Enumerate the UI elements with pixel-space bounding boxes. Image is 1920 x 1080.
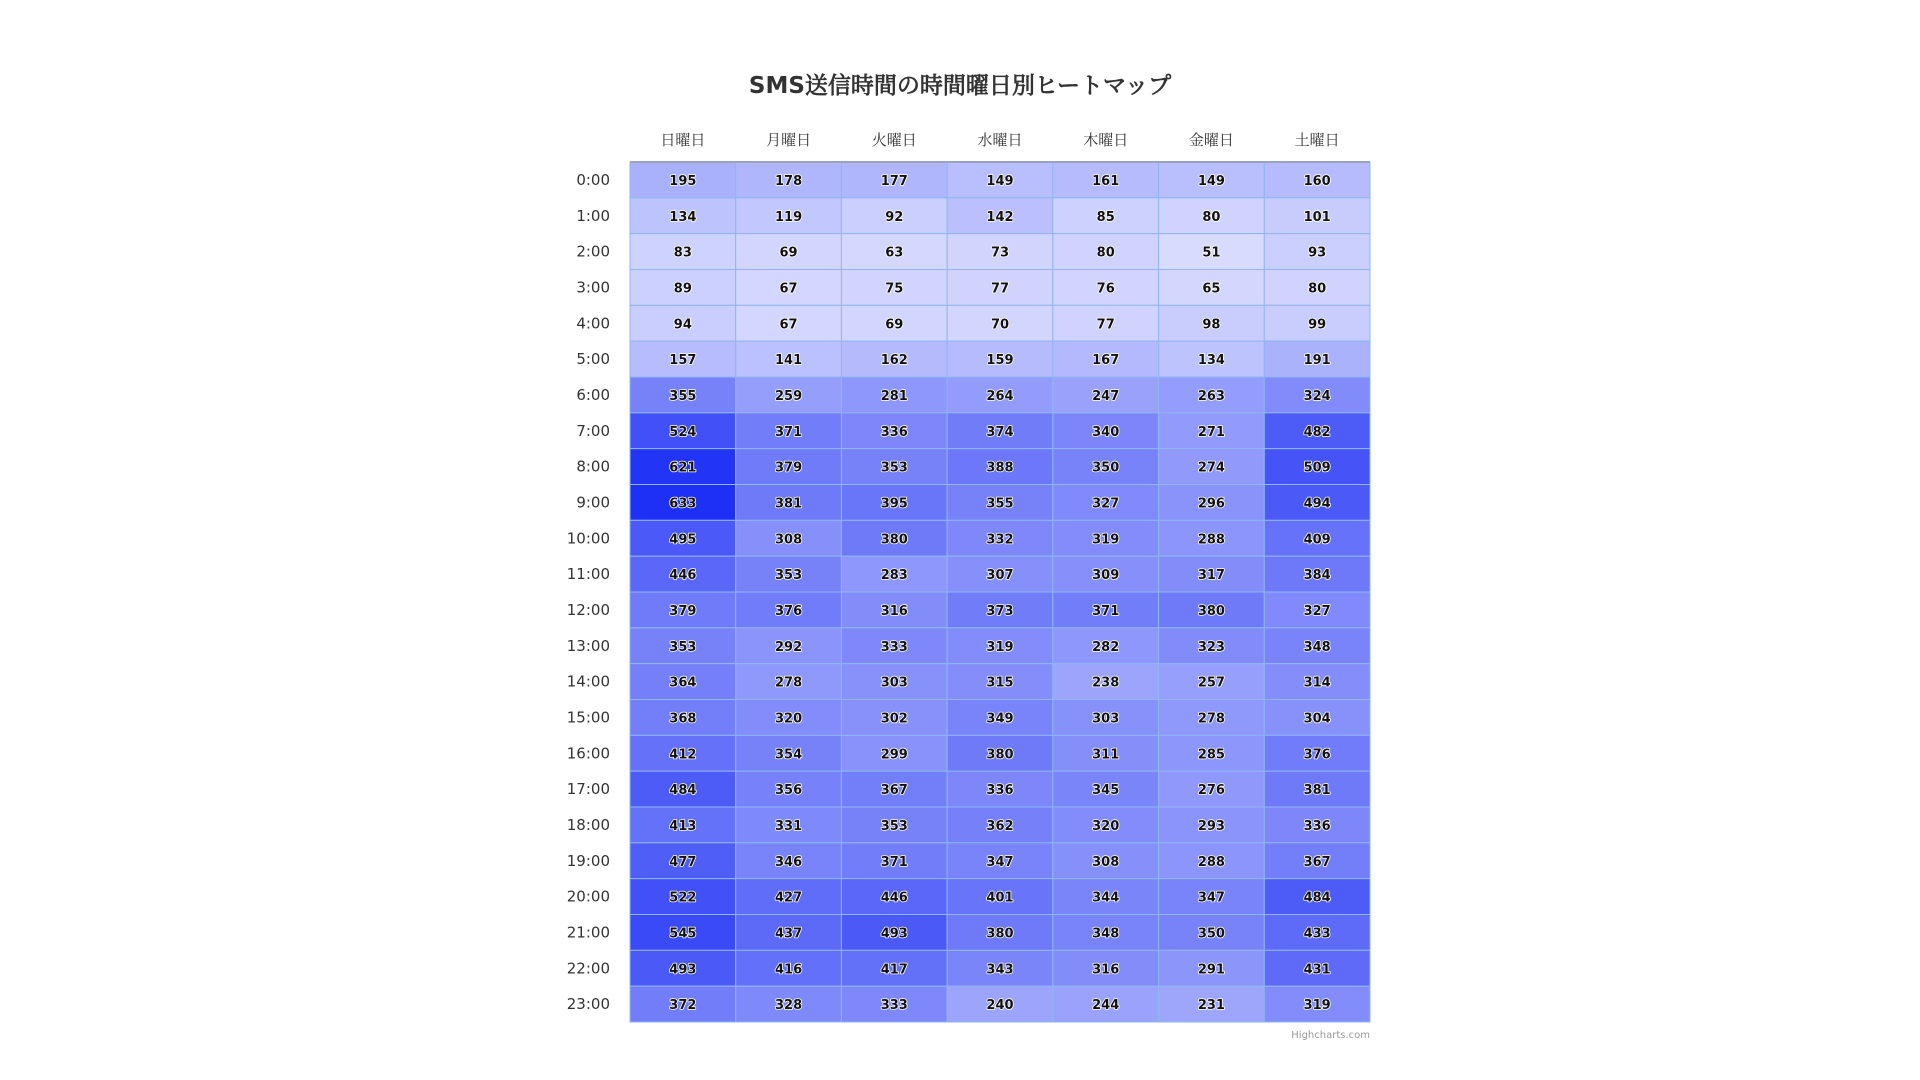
cell-value-label: 288: [1197, 854, 1225, 870]
cell-value-label: 373: [986, 603, 1014, 619]
cell-value-label: 350: [1197, 926, 1225, 942]
cell-value-label: 303: [1092, 711, 1120, 727]
cell-value-label: 431: [1303, 962, 1331, 978]
cell-value-label: 259: [775, 388, 803, 404]
cell-value-label: 281: [880, 388, 908, 404]
cell-value-label: 157: [669, 353, 697, 369]
cell-value-label: 340: [1092, 424, 1120, 440]
cell-value-label: 364: [669, 675, 697, 691]
cell-value-label: 69: [779, 245, 798, 261]
cell-value-label: 304: [1303, 711, 1331, 727]
cell-value-label: 347: [1197, 890, 1225, 906]
cell-value-label: 283: [880, 568, 908, 584]
cell-value-label: 350: [1092, 460, 1120, 476]
y-tick-label: 22:00: [566, 959, 610, 978]
cell-value-label: 276: [1197, 783, 1225, 799]
y-tick-label: 4:00: [576, 314, 610, 333]
cell-value-label: 343: [986, 962, 1014, 978]
cell-value-label: 333: [880, 639, 908, 655]
cell-value-label: 178: [775, 173, 803, 189]
cell-value-label: 353: [669, 639, 697, 655]
x-tick-label: 火曜日: [871, 131, 917, 149]
y-tick-label: 19:00: [566, 851, 610, 870]
cell-value-label: 353: [880, 818, 908, 834]
cell-value-label: 379: [775, 460, 803, 476]
cell-value-label: 167: [1092, 353, 1120, 369]
cell-value-label: 355: [669, 388, 697, 404]
cell-value-label: 355: [986, 496, 1014, 512]
cell-value-label: 51: [1202, 245, 1221, 261]
cell-value-label: 437: [775, 926, 803, 942]
cell-value-label: 244: [1092, 998, 1120, 1014]
cell-value-label: 353: [775, 568, 803, 584]
cell-value-label: 303: [880, 675, 908, 691]
cell-value-label: 354: [775, 747, 803, 763]
cell-value-label: 416: [775, 962, 803, 978]
y-tick-label: 3:00: [576, 278, 610, 297]
cell-value-label: 314: [1303, 675, 1331, 691]
y-tick-label: 16:00: [566, 744, 610, 763]
y-tick-label: 20:00: [566, 887, 610, 906]
cell-value-label: 417: [880, 962, 908, 978]
cell-value-label: 374: [986, 424, 1014, 440]
cell-value-label: 119: [775, 209, 803, 225]
cell-value-label: 522: [669, 890, 697, 906]
cell-value-label: 367: [1303, 854, 1331, 870]
y-tick-label: 5:00: [576, 350, 610, 369]
y-tick-label: 13:00: [566, 636, 610, 655]
cell-value-label: 380: [986, 926, 1014, 942]
cell-value-label: 315: [986, 675, 1014, 691]
y-tick-label: 23:00: [566, 995, 610, 1014]
cell-value-label: 285: [1197, 747, 1225, 763]
cell-value-label: 413: [669, 818, 697, 834]
cell-value-label: 308: [1092, 854, 1120, 870]
cell-value-label: 323: [1197, 639, 1225, 655]
cell-value-label: 159: [986, 353, 1014, 369]
cell-value-label: 134: [669, 209, 697, 225]
y-tick-label: 8:00: [576, 457, 610, 476]
y-tick-label: 6:00: [576, 385, 610, 404]
cell-value-label: 319: [1092, 532, 1120, 548]
x-tick-label: 水曜日: [977, 131, 1023, 149]
cell-value-label: 376: [775, 603, 803, 619]
cell-value-label: 316: [880, 603, 908, 619]
cell-value-label: 302: [880, 711, 908, 727]
cell-value-label: 89: [673, 281, 692, 297]
cell-value-label: 319: [986, 639, 1014, 655]
cell-value-label: 65: [1202, 281, 1221, 297]
cell-value-label: 344: [1092, 890, 1120, 906]
cell-value-label: 381: [1303, 783, 1331, 799]
cell-value-label: 446: [880, 890, 908, 906]
cell-value-label: 320: [775, 711, 803, 727]
y-tick-label: 7:00: [576, 421, 610, 440]
chart-title: SMS送信時間の時間曜日別ヒートマップ: [748, 73, 1172, 99]
y-tick-label: 12:00: [566, 600, 610, 619]
cell-value-label: 327: [1303, 603, 1331, 619]
y-tick-label: 14:00: [566, 672, 610, 691]
cell-value-label: 69: [885, 317, 904, 333]
cell-value-label: 348: [1092, 926, 1120, 942]
credits-text: Highcharts.com: [1291, 1030, 1370, 1041]
cell-value-label: 311: [1092, 747, 1120, 763]
cell-value-label: 77: [1096, 317, 1115, 333]
cell-value-label: 308: [775, 532, 803, 548]
cell-value-label: 77: [990, 281, 1010, 297]
cell-value-label: 328: [775, 998, 803, 1014]
cell-value-label: 134: [1197, 353, 1225, 369]
cell-value-label: 484: [1303, 890, 1331, 906]
cell-value-label: 240: [986, 998, 1014, 1014]
cell-value-label: 371: [775, 424, 803, 440]
cell-value-label: 299: [880, 747, 908, 763]
x-tick-label: 日曜日: [660, 131, 706, 149]
cell-value-label: 162: [880, 353, 908, 369]
cell-value-label: 493: [669, 962, 697, 978]
cell-value-label: 160: [1303, 173, 1331, 189]
cell-value-label: 509: [1303, 460, 1331, 476]
cell-value-label: 291: [1197, 962, 1225, 978]
cell-value-label: 380: [1197, 603, 1225, 619]
cell-value-label: 380: [880, 532, 908, 548]
y-tick-label: 0:00: [576, 170, 610, 189]
x-tick-label: 木曜日: [1083, 131, 1129, 149]
cell-value-label: 621: [669, 460, 697, 476]
cell-value-label: 347: [986, 854, 1014, 870]
y-tick-label: 2:00: [576, 242, 610, 261]
cell-value-label: 333: [880, 998, 908, 1014]
x-axis: [660, 131, 1339, 149]
cell-value-label: 495: [669, 532, 697, 548]
x-tick-label: 月曜日: [766, 131, 812, 149]
cell-value-label: 331: [775, 818, 803, 834]
cell-value-label: 67: [779, 317, 798, 333]
cell-value-label: 231: [1197, 998, 1225, 1014]
cell-value-label: 336: [1303, 818, 1331, 834]
cell-value-label: 332: [986, 532, 1014, 548]
cell-value-label: 484: [669, 783, 697, 799]
cell-value-label: 85: [1096, 209, 1115, 225]
cell-value-label: 412: [669, 747, 697, 763]
cell-value-label: 371: [880, 854, 908, 870]
cell-value-label: 288: [1197, 532, 1225, 548]
cell-value-label: 282: [1092, 639, 1120, 655]
cell-value-label: 381: [775, 496, 803, 512]
cell-value-label: 94: [673, 317, 692, 333]
y-tick-label: 10:00: [566, 529, 610, 548]
y-tick-label: 15:00: [566, 708, 610, 727]
cell-value-label: 368: [669, 711, 697, 727]
cell-value-label: 372: [669, 998, 697, 1014]
cell-value-label: 371: [1092, 603, 1120, 619]
cell-value-label: 477: [669, 854, 697, 870]
y-axis: [567, 171, 610, 1013]
cell-value-label: 293: [1197, 818, 1225, 834]
cell-value-label: 348: [1303, 639, 1331, 655]
cell-value-label: 76: [1096, 281, 1115, 297]
cell-value-label: 177: [880, 173, 908, 189]
cell-value-label: 149: [986, 173, 1014, 189]
cell-value-label: 324: [1303, 388, 1331, 404]
cell-value-label: 319: [1303, 998, 1331, 1014]
cell-value-label: 317: [1197, 568, 1225, 584]
y-tick-label: 21:00: [566, 923, 610, 942]
cell-value-label: 75: [885, 281, 904, 297]
cell-value-label: 263: [1197, 388, 1225, 404]
cell-value-label: 80: [1202, 209, 1221, 225]
cell-value-label: 149: [1197, 173, 1225, 189]
cell-value-label: 292: [775, 639, 803, 655]
cell-value-label: 380: [986, 747, 1014, 763]
cell-value-label: 388: [986, 460, 1014, 476]
cell-value-label: 83: [673, 245, 692, 261]
cell-value-label: 191: [1303, 353, 1331, 369]
cell-value-label: 353: [880, 460, 908, 476]
y-tick-label: 1:00: [576, 206, 610, 225]
cell-value-label: 99: [1308, 317, 1327, 333]
y-tick-label: 17:00: [566, 780, 610, 799]
cell-value-label: 161: [1092, 173, 1120, 189]
cell-value-label: 278: [775, 675, 803, 691]
cell-value-label: 379: [669, 603, 697, 619]
cell-value-label: 482: [1303, 424, 1331, 440]
cell-value-label: 494: [1303, 496, 1331, 512]
cell-value-label: 524: [669, 424, 697, 440]
cell-value-label: 395: [880, 496, 908, 512]
cell-value-label: 545: [669, 926, 697, 942]
cell-value-label: 336: [880, 424, 908, 440]
cell-value-label: 257: [1197, 675, 1225, 691]
cell-value-label: 80: [1308, 281, 1327, 297]
cell-value-label: 427: [775, 890, 803, 906]
cell-value-label: 73: [990, 245, 1010, 261]
cell-value-label: 141: [775, 353, 803, 369]
cell-value-label: 356: [775, 783, 803, 799]
cell-value-label: 345: [1092, 783, 1120, 799]
cell-value-label: 316: [1092, 962, 1120, 978]
y-tick-label: 18:00: [566, 815, 610, 834]
cell-value-label: 80: [1096, 245, 1115, 261]
cell-value-label: 93: [1308, 245, 1327, 261]
cell-value-label: 98: [1202, 317, 1221, 333]
cell-value-label: 493: [880, 926, 908, 942]
y-tick-label: 11:00: [566, 565, 610, 584]
cell-value-label: 320: [1092, 818, 1120, 834]
cell-value-label: 296: [1197, 496, 1225, 512]
cell-value-label: 271: [1197, 424, 1225, 440]
cell-value-label: 349: [986, 711, 1014, 727]
cell-value-label: 278: [1197, 711, 1225, 727]
x-tick-label: 金曜日: [1188, 131, 1234, 149]
cell-value-label: 446: [669, 568, 697, 584]
cell-value-label: 409: [1303, 532, 1331, 548]
x-tick-label: 土曜日: [1294, 131, 1340, 149]
cell-value-label: 92: [885, 209, 904, 225]
cell-value-label: 101: [1303, 209, 1331, 225]
cell-value-label: 274: [1197, 460, 1225, 476]
cell-value-label: 142: [986, 209, 1014, 225]
cell-value-label: 238: [1092, 675, 1120, 691]
cell-value-label: 367: [880, 783, 908, 799]
cell-value-label: 346: [775, 854, 803, 870]
cell-value-label: 376: [1303, 747, 1331, 763]
cell-value-label: 309: [1092, 568, 1120, 584]
cell-value-label: 264: [986, 388, 1014, 404]
cell-value-label: 195: [669, 173, 697, 189]
cell-value-label: 336: [986, 783, 1014, 799]
cell-value-label: 433: [1303, 926, 1331, 942]
cell-value-label: 63: [885, 245, 904, 261]
cell-value-label: 362: [986, 818, 1014, 834]
cell-value-label: 401: [986, 890, 1014, 906]
cell-value-label: 307: [986, 568, 1014, 584]
cell-value-label: 384: [1303, 568, 1331, 584]
cell-value-label: 67: [779, 281, 798, 297]
y-tick-label: 9:00: [576, 493, 610, 512]
cell-value-label: 633: [669, 496, 697, 512]
cell-value-label: 327: [1092, 496, 1120, 512]
cell-value-label: 247: [1092, 388, 1120, 404]
cell-value-label: 70: [990, 317, 1010, 333]
